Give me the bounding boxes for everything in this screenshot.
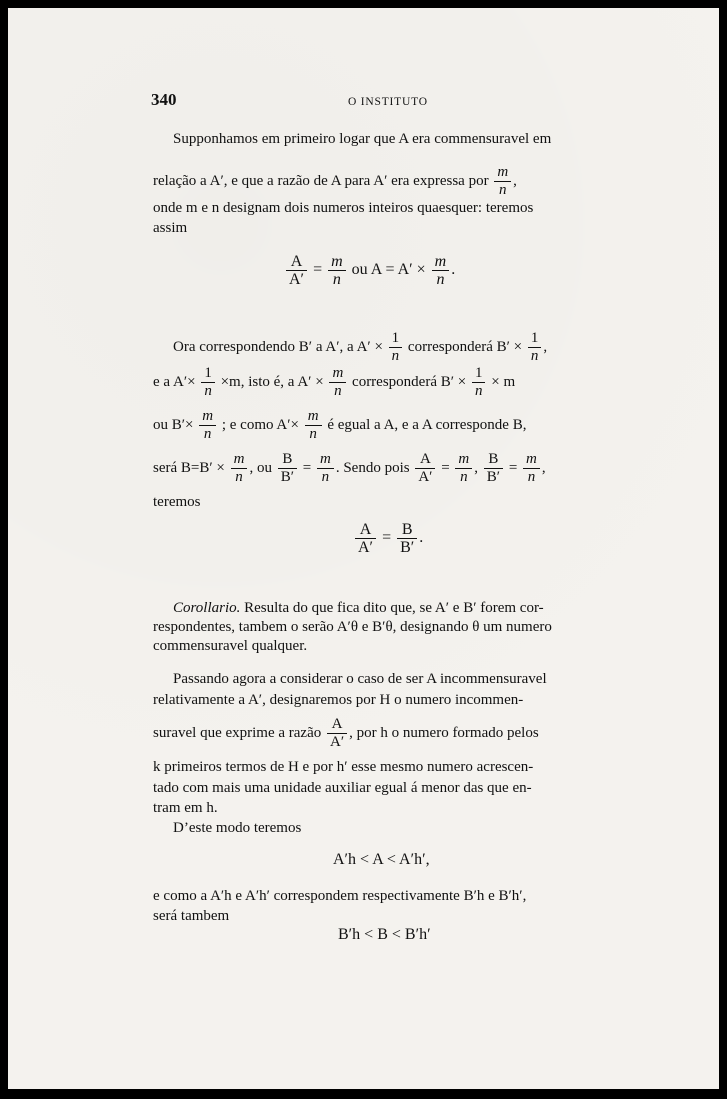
p3-line2: relativamente a A′, designaremos por H o numero incommen- (153, 692, 524, 708)
corollario-line1: Corollario. Resulta do que fica dito que, se A′ e B′ forem cor- (173, 600, 544, 616)
book-page (8, 8, 719, 1089)
p1-line2-text: relação a A′, e que a razão de A para A′ era expressa por (153, 172, 489, 189)
p2-line5: teremos (153, 494, 201, 510)
equation-4: B′h < B < B′h′ (338, 926, 431, 943)
p1-line2: relação a A′, e que a razão de A para A′ era expressa por $\frac{m}{n}$ , (153, 164, 517, 198)
p2-line2: e a A′× $\frac{1}{n}$ ×m, isto é, a A′ × $\frac{m}{n}$ corresponderá B′ × $\frac{1}{n}$ × m (153, 365, 516, 399)
p3-line5: tado com mais uma unidade auxiliar egual á menor das que en- (153, 780, 532, 796)
p3-line6: tram em h. (153, 800, 218, 816)
equation-3: A′h < A < A′h′, (333, 851, 430, 868)
p2-line4: será B=B′ × $\frac{m}{n}$ , ou $\frac{B}{B'}$ = $\frac{m}{n}$ . Sendo pois $\frac{A}{A'}$ = $\frac{m}{n}$ , $\frac{B}{B'}$ = $\frac{m}{n}$ , (153, 451, 546, 485)
p1-line1: Supponhamos em primeiro logar que A era commensuravel em (173, 131, 552, 147)
p3-line3: suravel que exprime a razão $\frac{A}{A'}$ , por h o numero formado pelos (153, 716, 539, 750)
p1-line3: onde m e n designam dois numeros inteiros quaesquer: teremos (153, 200, 534, 216)
equation-1: $\frac{A}{A'}$ = $\frac{m}{n}$ ou A = A′ × $\frac{m}{n}$ . (284, 253, 455, 288)
p3-line4: k primeiros termos de H e por h′ esse mesmo numero acrescen- (153, 759, 534, 775)
page-number: 340 (151, 90, 177, 109)
running-head: O INSTITUTO (348, 96, 428, 108)
p4-line2: será tambem (153, 908, 230, 924)
p2-line1: Ora correspondendo B′ a A′, a A′ × $\frac{1}{n}$ corresponderá B′ × $\frac{1}{n}$ , (173, 330, 548, 364)
corollario-line2: respondentes, tambem o serão A′θ e B′θ, designando θ um numero (153, 619, 552, 635)
equation-2: $\frac{A}{A'}$ = $\frac{B}{B'}$ . (353, 521, 423, 556)
p2-line3: ou B′× $\frac{m}{n}$ ; e como A′× $\frac{m}{n}$ é egual a A, e a A corresponde B, (153, 408, 527, 442)
p3-line7: D’este modo teremos (173, 820, 302, 836)
p1-line4: assim (153, 220, 188, 236)
corollario-line3: commensuravel qualquer. (153, 638, 308, 654)
p3-line1: Passando agora a considerar o caso de ser A incommensuravel (173, 671, 547, 687)
fraction-m-n: $\frac{m}{n}$ (494, 164, 511, 199)
p4-line1: e como a A′h e A′h′ correspondem respectivamente B′h e B′h′, (153, 888, 527, 904)
